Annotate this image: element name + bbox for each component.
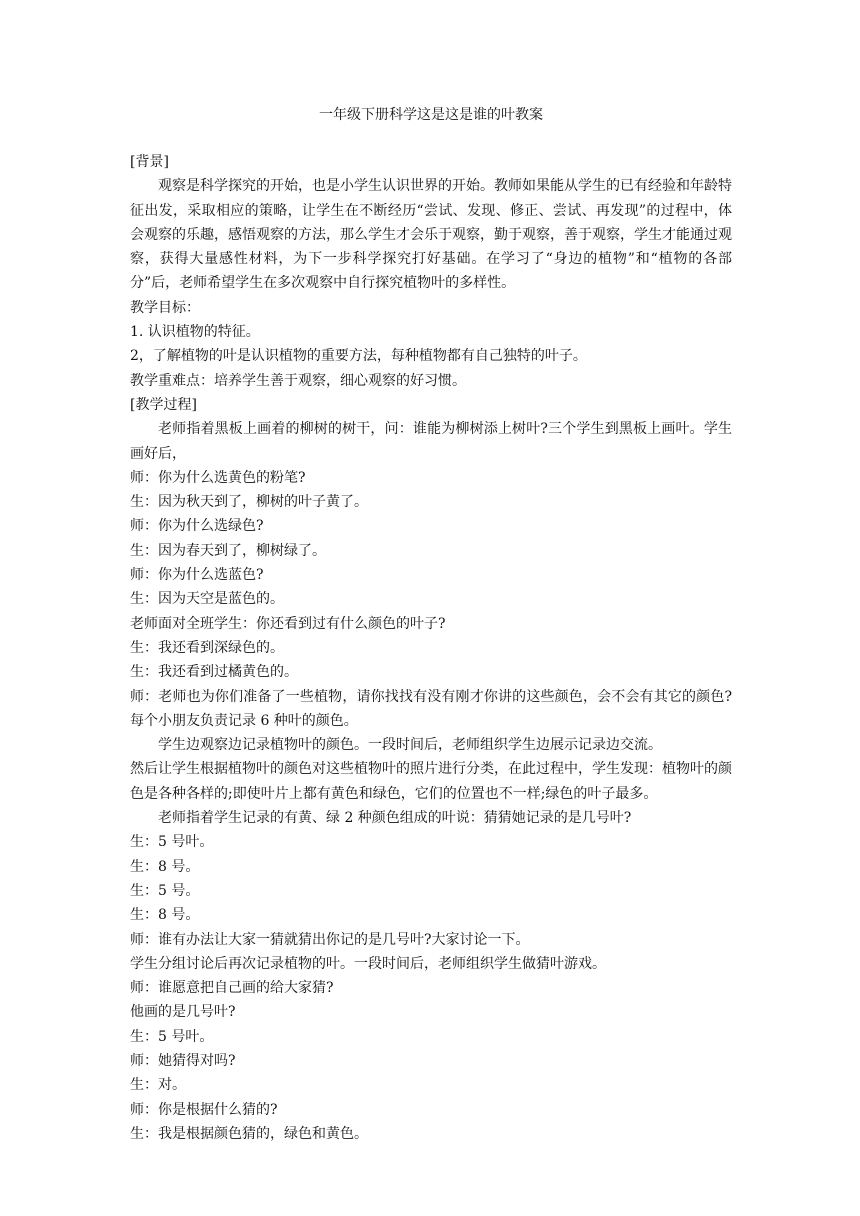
paragraph: 学生分组讨论后再次记录植物的叶。一段时间后，老师组织学生做猜叶游戏。 bbox=[130, 955, 606, 972]
paragraph: 教学目标： bbox=[130, 299, 200, 316]
paragraph: 老师指着黑板上画着的柳树的树干，问：谁能为柳树添上树叶?三个学生到黑板上画叶。学生画好后， bbox=[130, 421, 732, 462]
paragraph: 师：谁有办法让大家一猜就猜出你记的是几号叶?大家讨论一下。 bbox=[130, 931, 530, 948]
paragraph: 生：因为天空是蓝色的。 bbox=[130, 591, 284, 608]
document-title: 一年级下册科学这是这是谁的叶教案 bbox=[319, 107, 543, 123]
paragraph: 生：8 号。 bbox=[130, 858, 200, 875]
paragraph: 观察是科学探究的开始，也是小学生认识世界的开始。教师如果能从学生的已有经验和年龄特征出发，采取相应的策略，让学生在不断经历“尝试、发现、修正、尝试、再发现”的过程中，体会观察的乐趣，感悟观察的方法，那么学生才会乐于观察，勤于观察，善于观察，学生才能通过观察，获得大量感性材料，为下一步科学探究打好基础。在学习了“身边的植物”和“植物的各部分”后，老师希望学生在多次观察中自行探究植物叶的多样性。 bbox=[130, 178, 732, 292]
paragraph: 师：你为什么选蓝色? bbox=[130, 567, 264, 584]
paragraph: 然后让学生根据植物叶的颜色对这些植物叶的照片进行分类，在此过程中，学生发现：植物叶的颜色是各种各样的;即使叶片上都有黄色和绿色，它们的位置也不一样;绿色的叶子最多。 bbox=[130, 761, 732, 802]
paragraph: 生：5 号叶。 bbox=[130, 834, 214, 851]
paragraph: 老师面对全班学生：你还看到过有什么颜色的叶子? bbox=[130, 615, 446, 632]
paragraph: 2，了解植物的叶是认识植物的重要方法，每种植物都有自己独特的叶子。 bbox=[130, 348, 587, 365]
paragraph: 生：我还看到深绿色的。 bbox=[130, 639, 284, 656]
paragraph: 师：你为什么选绿色? bbox=[130, 518, 264, 535]
paragraph: 学生边观察边记录植物叶的颜色。一段时间后，老师组织学生边展示记录边交流。 bbox=[158, 737, 662, 754]
paragraph: 生：对。 bbox=[130, 1077, 186, 1094]
paragraph: 生：我是根据颜色猜的，绿色和黄色。 bbox=[130, 1125, 368, 1142]
paragraph: 生：8 号。 bbox=[130, 907, 200, 924]
document-body bbox=[130, 150, 732, 1146]
paragraph: 1. 认识植物的特征。 bbox=[130, 324, 260, 341]
paragraph: 教学重难点：培养学生善于观察，细心观察的好习惯。 bbox=[130, 372, 466, 389]
paragraph: 生：5 号。 bbox=[130, 882, 200, 899]
paragraph: 师：你是根据什么猜的? bbox=[130, 1101, 278, 1118]
paragraph: [背景] bbox=[130, 154, 169, 170]
paragraph: 师：谁愿意把自己画的给大家猜? bbox=[130, 980, 334, 997]
paragraph: 老师指着学生记录的有黄、绿 2 种颜色组成的叶说：猜猜她记录的是几号叶? bbox=[158, 810, 632, 827]
paragraph: 生：因为秋天到了，柳树的叶子黄了。 bbox=[130, 494, 368, 511]
paragraph: 师：你为什么选黄色的粉笔? bbox=[130, 469, 306, 486]
document-page bbox=[130, 104, 732, 1146]
paragraph: 师：她猜得对吗? bbox=[130, 1052, 236, 1069]
paragraph: [教学过程] bbox=[130, 396, 197, 413]
paragraph: 生：5 号叶。 bbox=[130, 1028, 214, 1045]
paragraph: 生：因为春天到了，柳树绿了。 bbox=[130, 542, 326, 559]
paragraph: 生：我还看到过橘黄色的。 bbox=[130, 664, 298, 681]
paragraph: 师：老师也为你们准备了一些植物，请你找找有没有刚才你讲的这些颜色，会不会有其它的颜色?每个小朋友负责记录 6 种叶的颜色。 bbox=[130, 688, 732, 729]
paragraph: 他画的是几号叶? bbox=[130, 1004, 236, 1021]
